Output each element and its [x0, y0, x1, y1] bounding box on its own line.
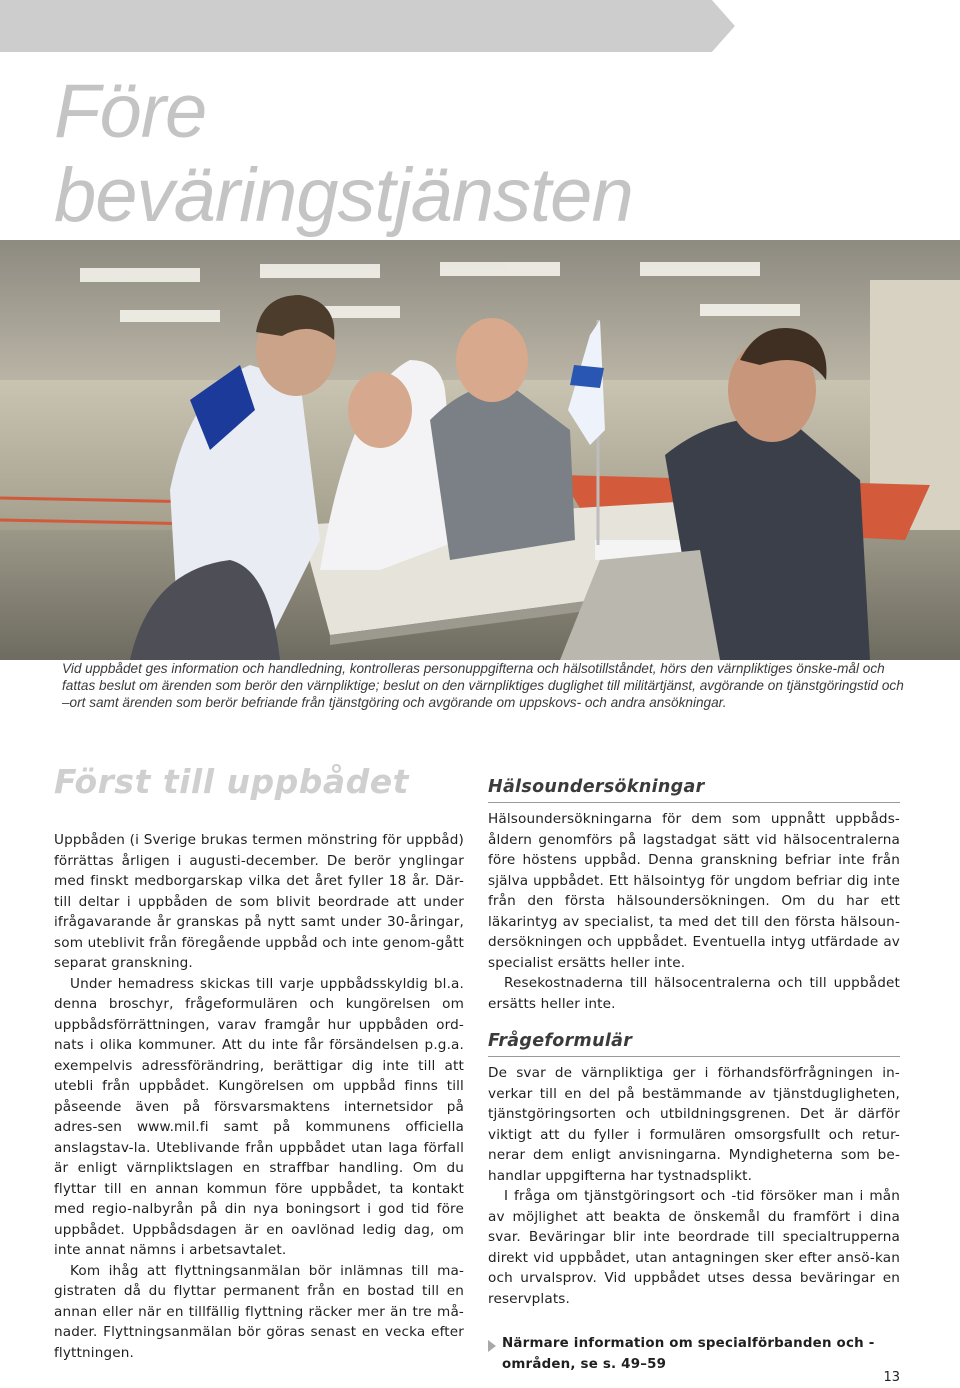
- cross-reference: [488, 1333, 900, 1375]
- paragraph: I fråga om tjänstgöringsort och -tid försöker man i mån av möjlighet att beakta de önskemål du framfört i dina svar. Beväringar blir inte beordrade till specialtrupperna direkt vid uppbådet, utan antagningen sker efter ansö-kan och urvalsprov. Vid uppbådet utses dessa beväringar en reservplats.: [488, 1188, 900, 1307]
- paragraph: Hälsoundersökningarna för dem som uppnått uppbåds-åldern genomförs på lagstadgat sätt vid hälsocentralerna före höstens uppbåd. Denna granskning befriar inte från själva uppbådet. Ett hälsointyg för ungdom befriar dig inte från den första hälsoundersökningen. Om du har ett läkarintyg av specialist, ta med det till den första hälsoun-dersökningen och uppbådet. Eventuella intyg utfärdade av specialist ersätts heller inte.: [488, 811, 900, 971]
- paragraph: De svar de värnpliktiga ger i förhandsförfrågningen in-verkar till en del på bestämmande av tjänstdugligheten, tjänstgöringsorten och utbildningsgrenen. Det är därför viktigt att du fyller i formulären omsorgsfullt och retur-nerar dem enligt anvisningarna. Myndigheterna som be-handlar uppgifterna har tystnadsplikt.: [488, 1065, 900, 1184]
- page-title: [54, 70, 633, 238]
- page-number: 13: [883, 1370, 900, 1385]
- paragraph: Resekostnaderna till hälsocentralerna och till uppbådet ersätts heller inte.: [488, 975, 900, 1012]
- page-title-line2: beväringstjänsten: [54, 153, 633, 238]
- photo-caption: Vid uppbådet ges information och handledning, kontrolleras personuppgifterna och hälsotillståndet, hörs den värnpliktiges önske-mål och fattas beslut om ärenden som berör den värnpliktige; beslut on den värnpliktiges duglighet till militärtjänst, avgörande on tjänstgöringstid och –ort samt ärenden som berör befriande från tjänstgöring och avgörande om uppskovs- och andra ansökningar.: [62, 661, 904, 710]
- page-title-line1: Före: [54, 69, 207, 154]
- arrow-right-icon: [488, 1333, 502, 1356]
- hero-photo: [0, 240, 960, 660]
- paragraph: Kom ihåg att flyttningsanmälan bör inlämnas till ma-gistraten då du flyttar permanent från en bostad till en annan eller när en tillfällig flyttning räcker mer än tre må-nader. Flyttningsanmälan bör göras senast en vecka efter flyttningen.: [54, 1262, 464, 1361]
- header-banner: [0, 0, 960, 52]
- paragraph: Under hemadress skickas till varje uppbådsskyldig bl.a. denna broschyr, frågeformulären och kungörelsen om uppbådsförrättningen, varav framgår hur uppbåden ord-nats i olika kommuner. Att du inte får försändelsen p.g.a. exempelvis adressförändring, berättigar dig inte till att utebli från uppbådet. Kungörelsen om uppbåd finns till påseende även på försvarsmaktens internetsidor på adres-sen www.mil.fi samt på kommunens officiella anslagstav-la. Uteblivande från uppbådet utan laga förfall är enligt värnpliktslagen en straffbar handling. Om du flyttar till en annan kommun före uppbådet, ta kontakt med regio-nalbyrån på din nya boningsort i god tid före uppbådet. Uppbådsdagen är en oavlönad ledig dag, om inte annat nämns i arbetsavtalet.: [54, 975, 464, 1258]
- section-heading-forst-till-uppbadet: Först till uppbådet: [54, 762, 409, 801]
- divider: [488, 802, 900, 803]
- photo-conscription-office: [0, 240, 960, 660]
- left-column: [54, 760, 464, 1363]
- paragraph: Uppbåden (i Sverige brukas termen mönstring för uppbåd) förrättas årligen i augusti-december. De berör ynglingar med finskt medborgarskap vilka det året fyller 18 år. Där-till deltar i uppbåden de som blivit beordrade att under ifrågavarande år granskas på nytt samt under 30-åringar, som uteblivit från föregående uppbåd och inte genom-gått separat granskning.: [54, 832, 464, 971]
- section-heading-halsoundersokningar: Hälsoundersökningar: [488, 777, 705, 797]
- right-column: [488, 776, 900, 1375]
- divider: [488, 1056, 900, 1057]
- section-heading-frageformular: Frågeformulär: [488, 1031, 633, 1051]
- cross-reference-text: Närmare information om specialförbanden och -områden, se s. 49–59: [502, 1336, 875, 1372]
